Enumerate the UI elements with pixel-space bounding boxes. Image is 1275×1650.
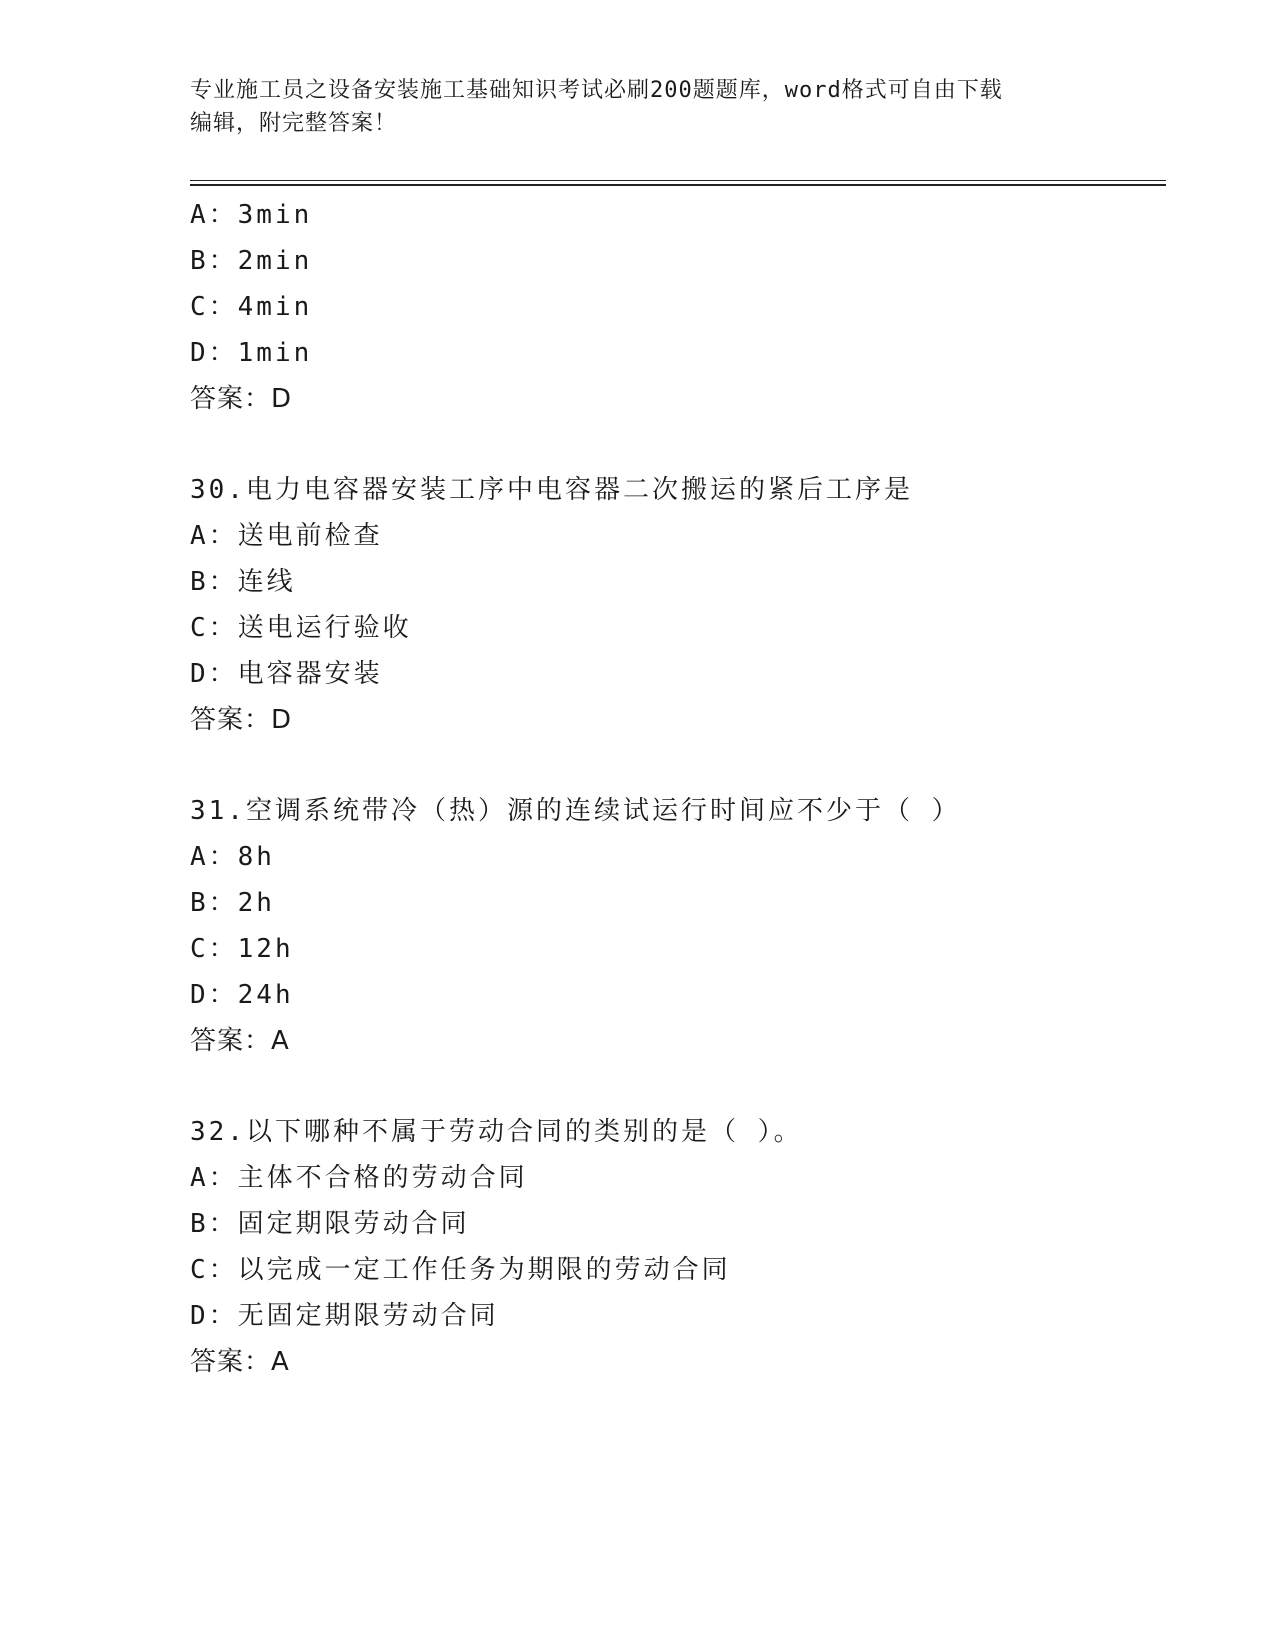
option-a xyxy=(190,513,1150,559)
option-b xyxy=(190,238,1150,284)
question-text: 31.空调系统带冷（热）源的连续试运行时间应不少于（ ） xyxy=(190,796,961,826)
option-text: 12h xyxy=(237,934,294,964)
option-key: A： xyxy=(190,1163,238,1193)
option-key: D： xyxy=(190,980,238,1010)
option-text: 3min xyxy=(237,200,313,230)
option-text: 2min xyxy=(237,246,313,276)
option-key: D： xyxy=(190,659,238,689)
option-key: C： xyxy=(190,934,238,964)
option-text: 以完成一定工作任务为期限的劳动合同 xyxy=(237,1255,731,1285)
option-text: 无固定期限劳动合同 xyxy=(237,1301,499,1331)
document-header-title: 专业施工员之设备安装施工基础知识考试必刷200题题库，word格式可自由下载 编辑，附完整答案！ xyxy=(190,78,1003,136)
option-text: 8h xyxy=(237,842,275,872)
option-c xyxy=(190,284,1150,330)
option-text: 主体不合格的劳动合同 xyxy=(237,1163,528,1193)
option-key: B： xyxy=(190,567,238,597)
question-text: 32.以下哪种不属于劳动合同的类别的是（ ）。 xyxy=(190,1117,803,1147)
option-c xyxy=(190,926,1150,972)
divider-line-thin xyxy=(190,180,1166,181)
answer-text: 答案：A xyxy=(190,1026,290,1056)
option-d xyxy=(190,330,1150,376)
answer-text: 答案：D xyxy=(190,384,293,414)
option-text: 4min xyxy=(237,292,313,322)
option-key: C： xyxy=(190,1255,238,1285)
divider-line-thick xyxy=(190,184,1166,186)
option-a xyxy=(190,1155,1150,1201)
option-text: 固定期限劳动合同 xyxy=(237,1209,470,1239)
option-key: C： xyxy=(190,613,238,643)
option-a xyxy=(190,192,1150,238)
answer-text: 答案：A xyxy=(190,1347,290,1377)
option-key: B： xyxy=(190,246,238,276)
question-block-30 xyxy=(190,467,1150,743)
option-c xyxy=(190,605,1150,651)
option-key: A： xyxy=(190,200,238,230)
option-d xyxy=(190,972,1150,1018)
option-text: 24h xyxy=(237,980,294,1010)
question-block-32 xyxy=(190,1109,1150,1385)
question-text: 30.电力电容器安装工序中电容器二次搬运的紧后工序是 xyxy=(190,475,913,505)
answer-text: 答案：D xyxy=(190,705,293,735)
option-d xyxy=(190,651,1150,697)
option-key: C： xyxy=(190,292,238,322)
option-a xyxy=(190,834,1150,880)
question-block-29 xyxy=(190,192,1150,422)
option-key: A： xyxy=(190,842,238,872)
option-key: A： xyxy=(190,521,238,551)
option-d xyxy=(190,1293,1150,1339)
option-key: D： xyxy=(190,1301,238,1331)
option-text: 连线 xyxy=(237,567,296,597)
option-text: 送电前检查 xyxy=(237,521,383,551)
option-b xyxy=(190,880,1150,926)
option-key: B： xyxy=(190,1209,238,1239)
option-text: 2h xyxy=(237,888,275,918)
option-b xyxy=(190,559,1150,605)
question-list xyxy=(190,192,1150,1430)
option-key: B： xyxy=(190,888,238,918)
header-divider xyxy=(190,180,1166,186)
option-c xyxy=(190,1247,1150,1293)
question-block-31 xyxy=(190,788,1150,1064)
option-text: 送电运行验收 xyxy=(237,613,412,643)
option-text: 电容器安装 xyxy=(237,659,383,689)
option-b xyxy=(190,1201,1150,1247)
option-text: 1min xyxy=(237,338,313,368)
option-key: D： xyxy=(190,338,238,368)
